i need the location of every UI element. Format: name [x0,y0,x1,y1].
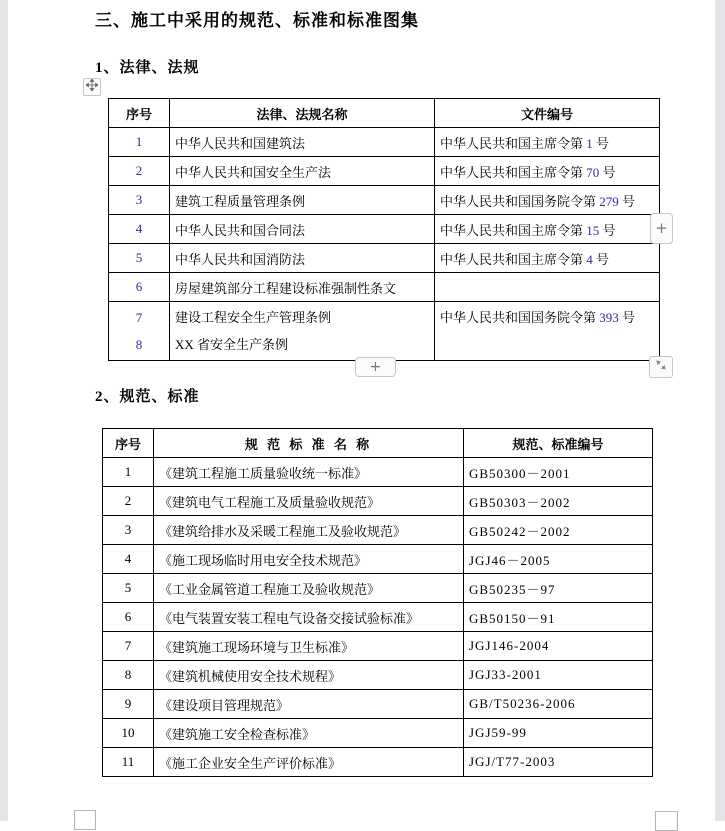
table-row [109,186,660,215]
next-table-resize-handle-partial[interactable] [655,811,678,831]
table-move-handle[interactable] [83,78,101,96]
table-row [103,516,653,545]
table-row [103,458,653,487]
page-gutter-right [715,0,725,821]
table-cell[interactable]: 《建筑给排水及采暖工程施工及验收规范》 [154,516,464,545]
table-cell[interactable]: 2 [109,157,170,186]
page-gutter-left [0,0,8,821]
table-cell[interactable] [170,302,435,361]
column-header[interactable]: 规 范 标 准 名 称 [154,429,464,458]
standards-table [102,428,653,777]
table-cell[interactable]: 中华人民共和国消防法 [170,244,435,273]
table-row [103,632,653,661]
plus-icon: + [369,359,382,375]
cell-line: 中华人民共和国国务院令第 393 号 [440,310,636,325]
document-title[interactable]: 三、施工中采用的规范、标准和标准图集 [95,11,419,30]
table-row [103,719,653,748]
table-cell[interactable]: 《建筑机械使用安全技术规程》 [154,661,464,690]
table-cell[interactable]: 中华人民共和国主席令第 4 号 [435,244,660,273]
section-heading-laws[interactable]: 1、法律、法规 [95,60,200,76]
table-cell[interactable]: GB50235－97 [464,574,653,603]
table-cell[interactable]: 9 [103,690,154,719]
table-row [109,128,660,157]
table-cell[interactable]: 1 [103,458,154,487]
laws-table [108,98,660,361]
table-cell[interactable]: 7 [103,632,154,661]
table-cell[interactable]: 《建设项目管理规范》 [154,690,464,719]
table-cell[interactable]: 中华人民共和国主席令第 70 号 [435,157,660,186]
move-arrows-icon [86,78,98,96]
table-cell[interactable]: GB50303－2002 [464,487,653,516]
table-cell[interactable]: GB/T50236-2006 [464,690,653,719]
table-cell[interactable]: 房屋建筑部分工程建设标准强制性条文 [170,273,435,302]
column-header[interactable]: 法律、法规名称 [170,99,435,128]
table-row [103,661,653,690]
table-cell[interactable]: 2 [103,487,154,516]
table-row [109,157,660,186]
table-row [109,244,660,273]
column-header[interactable]: 序号 [103,429,154,458]
merged-table-row [109,302,660,361]
table-cell[interactable]: 1 [109,128,170,157]
table-row [103,603,653,632]
column-header[interactable]: 规范、标准编号 [464,429,653,458]
table-cell[interactable]: 中华人民共和国合同法 [170,215,435,244]
table-row [109,273,660,302]
table-cell[interactable]: 3 [109,186,170,215]
table-cell[interactable]: 《建筑电气工程施工及质量验收规范》 [154,487,464,516]
table-cell[interactable]: 10 [103,719,154,748]
table-cell[interactable]: 中华人民共和国主席令第 1 号 [435,128,660,157]
table-cell[interactable]: 3 [103,516,154,545]
resize-diagonal-icon [655,358,667,376]
table-cell[interactable] [435,273,660,302]
next-table-move-handle-partial[interactable] [74,810,96,830]
table-cell[interactable]: JGJ46－2005 [464,545,653,574]
table-cell[interactable]: JGJ59-99 [464,719,653,748]
cell-line: 8 [135,337,143,352]
table-row [103,545,653,574]
table-row [103,690,653,719]
table-cell[interactable]: 中华人民共和国主席令第 15 号 [435,215,660,244]
table-cell[interactable]: 4 [109,215,170,244]
cell-line [440,331,654,358]
table-cell[interactable]: JGJ146-2004 [464,632,653,661]
table-cell[interactable]: 《施工现场临时用电安全技术规范》 [154,545,464,574]
table-row [103,574,653,603]
table-cell[interactable]: 中华人民共和国安全生产法 [170,157,435,186]
table-cell[interactable]: 8 [103,661,154,690]
cell-line: 建设工程安全生产管理条例 [175,310,332,325]
table-cell[interactable]: GB50300－2001 [464,458,653,487]
table-cell[interactable]: 6 [103,603,154,632]
table-cell[interactable]: 《建筑施工现场环境与卫生标准》 [154,632,464,661]
table-cell[interactable]: 中华人民共和国国务院令第 279 号 [435,186,660,215]
column-header[interactable]: 文件编号 [435,99,660,128]
insert-column-button[interactable] [650,213,673,244]
table-cell[interactable]: GB50242－2002 [464,516,653,545]
table-cell[interactable]: 11 [103,748,154,777]
plus-icon: + [655,219,668,237]
table-cell[interactable]: 《建筑施工安全检查标准》 [154,719,464,748]
table-cell[interactable] [435,302,660,361]
table-cell[interactable]: 6 [109,273,170,302]
section-heading-standards[interactable]: 2、规范、标准 [95,389,200,405]
table-cell[interactable]: GB50150－91 [464,603,653,632]
table-cell[interactable]: 5 [103,574,154,603]
table-resize-handle[interactable] [649,356,673,378]
table-row [103,487,653,516]
cell-line: XX 省安全生产条例 [175,337,289,352]
table-cell[interactable]: JGJ/T77-2003 [464,748,653,777]
table-row [103,748,653,777]
header-row [109,99,660,128]
header-row [103,429,653,458]
table-cell[interactable] [109,302,170,361]
table-cell[interactable]: 建筑工程质量管理条例 [170,186,435,215]
table-cell[interactable]: 《建筑工程施工质量验收统一标准》 [154,458,464,487]
table-cell[interactable]: JGJ33-2001 [464,661,653,690]
table-cell[interactable]: 《电气装置安装工程电气设备交接试验标准》 [154,603,464,632]
table-cell[interactable]: 中华人民共和国建筑法 [170,128,435,157]
table-cell[interactable]: 5 [109,244,170,273]
table-row [109,215,660,244]
table-cell[interactable]: 4 [103,545,154,574]
insert-row-button[interactable] [355,357,396,377]
column-header[interactable]: 序号 [109,99,170,128]
table-cell[interactable]: 《施工企业安全生产评价标准》 [154,748,464,777]
table-cell[interactable]: 《工业金属管道工程施工及验收规范》 [154,574,464,603]
cell-line: 7 [135,310,143,325]
